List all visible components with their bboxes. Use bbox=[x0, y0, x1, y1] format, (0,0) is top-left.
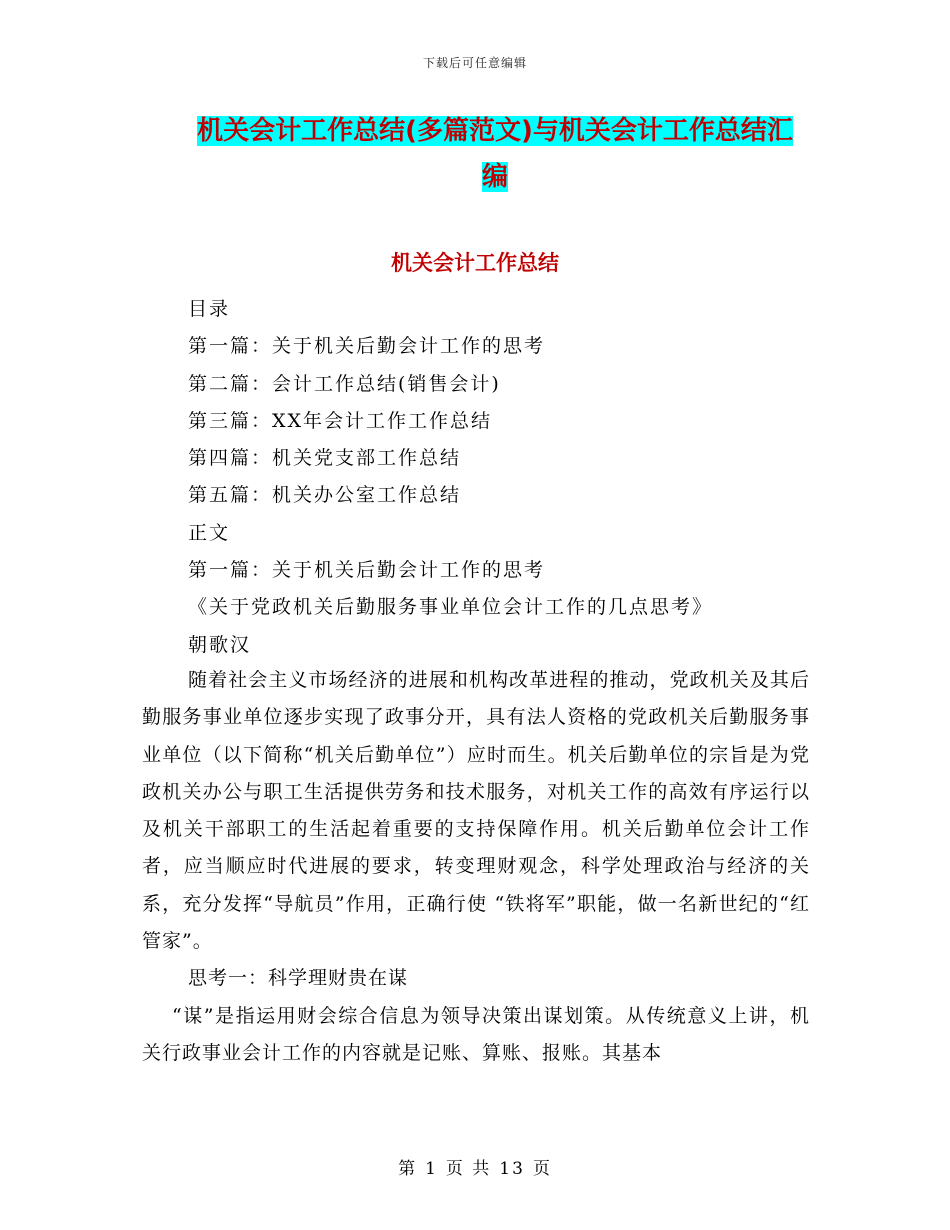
page-number: 1 bbox=[425, 1159, 438, 1179]
document-title-line-1: 机关会计工作总结(多篇范文)与机关会计工作总结汇 bbox=[197, 116, 793, 146]
chapter-heading: 第一篇：关于机关后勤会计工作的思考 bbox=[188, 559, 546, 582]
article-body bbox=[142, 662, 810, 1072]
page-label-suffix: 页 bbox=[532, 1159, 552, 1179]
paragraph: 思考一：科学理财贵在谋 bbox=[188, 967, 409, 990]
article-title: 《关于党政机关后勤服务事业单位会计工作的几点思考》 bbox=[188, 596, 714, 619]
toc-item: 第三篇：XX年会计工作工作总结 bbox=[188, 409, 493, 432]
paragraph: 随着社会主义市场经济的进展和机构改革进程的推动，党政机关及其后勤服务事业单位逐步实现了政事分开，具有法人资格的党政机关后勤服务事业单位（以下简称“机关后勤单位”）应时而生。机关后勤单位的宗旨是为党政机关办公与职工生活提供劳务和技术服务，对机关工作的高效有序运行以及机关干部职工的生活起着重要的支持保障作用。机关后勤单位会计工作者，应当顺应时代进展的要求，转变理财观念，科学处理政治与经济的关系，充分发挥“导航员”作用，正确行使 “铁将军”职能，做一名新世纪的“红管家”。 bbox=[142, 669, 810, 953]
paragraph: “谋”是指运用财会综合信息为领导决策出谋划策。从传统意义上讲，机关行政事业会计工作的内容就是记账、算账、报账。其基本 bbox=[142, 1004, 810, 1064]
section-title: 机关会计工作总结 bbox=[391, 251, 559, 275]
toc-item: 第二篇：会计工作总结(销售会计) bbox=[188, 372, 501, 395]
body-heading: 正文 bbox=[188, 521, 231, 544]
header-note: 下载后可任意编辑 bbox=[422, 56, 527, 70]
toc-heading: 目录 bbox=[188, 298, 231, 320]
toc-item: 第五篇：机关办公室工作总结 bbox=[188, 484, 462, 507]
document-title bbox=[150, 108, 840, 200]
page-label-prefix: 第 bbox=[398, 1159, 418, 1179]
article-author: 朝歌汉 bbox=[188, 633, 252, 656]
total-pages: 13 bbox=[499, 1159, 525, 1179]
page-label-mid: 页 共 bbox=[445, 1159, 492, 1179]
toc-item: 第一篇：关于机关后勤会计工作的思考 bbox=[188, 335, 546, 358]
page-footer bbox=[0, 1154, 950, 1179]
document-title-line-2: 编 bbox=[481, 162, 508, 192]
table-of-contents bbox=[188, 291, 828, 664]
toc-item: 第四篇：机关党支部工作总结 bbox=[188, 447, 462, 470]
